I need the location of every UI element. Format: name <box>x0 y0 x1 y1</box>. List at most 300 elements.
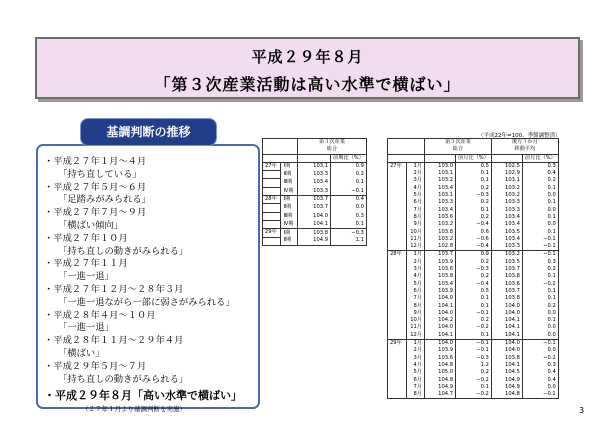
table-unit-note: （平成22年=100、季節調整済） <box>478 133 561 139</box>
row-moving-average: 102.5 <box>491 162 522 170</box>
row-change: −0.4 <box>456 221 492 228</box>
row-moving-average-change: 0.3 <box>522 362 558 369</box>
row-change: −0.3 <box>456 192 492 199</box>
row-month: 1月 <box>406 340 425 348</box>
slide-title-box <box>35 37 580 99</box>
t2-header-f: 前月比（%） <box>522 154 558 162</box>
row-change: 0.2 <box>456 369 492 376</box>
t1-header-b: 総合 <box>326 146 338 153</box>
row-index-value: 103.2 <box>425 177 456 184</box>
row-quarter: Ⅲ期 <box>281 179 298 187</box>
row-quarter: Ⅳ期 <box>281 187 298 195</box>
row-month: 5月 <box>406 281 425 288</box>
row-moving-average-change: 0.3 <box>522 259 558 266</box>
row-moving-average-change: 0.0 <box>522 332 558 340</box>
row-year <box>263 212 281 220</box>
row-quarter: Ⅰ期 <box>281 229 298 237</box>
row-year <box>388 170 407 177</box>
row-moving-average: 104.8 <box>491 391 522 399</box>
row-month: 5月 <box>406 369 425 376</box>
row-moving-average-change: 0.0 <box>522 310 558 317</box>
row-index-value: 104.0 <box>298 212 331 220</box>
row-moving-average-change: 0.1 <box>522 199 558 206</box>
row-index-value: 103.1 <box>298 162 331 170</box>
current-judgment: ・平成２９年８月「高い水準で横ばい」 <box>44 389 242 403</box>
row-moving-average-change: 0.2 <box>522 303 558 310</box>
row-month: 10月 <box>406 229 425 236</box>
row-year <box>388 214 407 221</box>
history-period: ・平成２９年５月～７月 <box>44 360 147 372</box>
history-judgment: 「一進一退ながら一部に弱さがみられる」 <box>58 296 235 308</box>
table-row <box>388 259 559 266</box>
t2-header-a: 第３次産業 <box>444 139 471 145</box>
row-change: 0.1 <box>331 179 367 187</box>
row-index-value: 103.8 <box>298 229 331 237</box>
row-year <box>263 187 281 195</box>
row-year <box>388 185 407 192</box>
table-row <box>388 185 559 192</box>
row-year: 29年 <box>263 229 281 237</box>
history-period: ・平成２７年１月～４月 <box>44 156 147 167</box>
row-moving-average: 104.9 <box>491 384 522 391</box>
row-moving-average-change: 0.0 <box>522 324 558 331</box>
row-year <box>388 199 407 206</box>
row-month: 7月 <box>406 295 425 302</box>
row-index-value: 103.6 <box>425 355 456 362</box>
row-moving-average-change: −0.1 <box>522 236 558 243</box>
row-moving-average: 104.0 <box>491 303 522 310</box>
row-quarter: Ⅳ期 <box>281 220 298 228</box>
table-row <box>388 177 559 184</box>
row-moving-average-change: 0.4 <box>522 170 558 177</box>
row-year <box>388 177 407 184</box>
row-year <box>388 266 407 273</box>
row-moving-average: 103.4 <box>491 236 522 243</box>
row-year <box>263 220 281 228</box>
row-index-value: 103.3 <box>298 187 331 195</box>
row-change: 0.2 <box>331 171 367 179</box>
row-moving-average-change: 0.0 <box>522 221 558 228</box>
row-moving-average: 103.4 <box>491 214 522 221</box>
row-year <box>388 384 407 391</box>
row-change: 0.1 <box>331 220 367 228</box>
table-row <box>263 204 367 212</box>
t1-header-c: 前期比（%） <box>331 154 367 162</box>
row-change: −0.2 <box>456 391 492 399</box>
table-row <box>263 162 367 170</box>
row-index-value: 104.8 <box>425 362 456 369</box>
row-month: 8月 <box>406 303 425 310</box>
history-judgment: 「持ち直している」 <box>58 168 142 180</box>
table-row <box>388 273 559 280</box>
table-row <box>388 324 559 331</box>
table-row <box>388 391 559 399</box>
row-moving-average-change: −0.2 <box>522 281 558 288</box>
row-index-value: 104.1 <box>298 220 331 228</box>
table-row <box>263 187 367 195</box>
row-year: 27年 <box>263 162 281 170</box>
row-month: 11月 <box>406 236 425 243</box>
row-quarter: Ⅲ期 <box>281 212 298 220</box>
history-judgment: 「横ばい」 <box>58 347 105 359</box>
row-month: 6月 <box>406 288 425 295</box>
row-index-value: 104.1 <box>425 332 456 340</box>
row-year <box>388 362 407 369</box>
row-month: 2月 <box>406 170 425 177</box>
row-moving-average: 103.4 <box>491 221 522 228</box>
table-row <box>388 221 559 228</box>
history-judgment: 「持ち直しの動きがみられる」 <box>58 373 189 385</box>
row-year <box>263 171 281 179</box>
table-row <box>388 251 559 259</box>
row-change: 1.2 <box>456 362 492 369</box>
row-index-value: 103.8 <box>425 273 456 280</box>
row-moving-average-change: 0.0 <box>522 347 558 354</box>
t2-header-b: 総合 <box>452 146 464 153</box>
history-period: ・平成２８年１１月～２９年４月 <box>44 335 184 347</box>
row-moving-average-change: 0.4 <box>522 377 558 384</box>
row-year <box>388 324 407 331</box>
row-moving-average-change: 0.0 <box>522 384 558 391</box>
table-row <box>263 237 367 245</box>
panel-footnote: （２７年１月より基調判断を実施） <box>82 405 186 413</box>
row-index-value: 103.9 <box>425 347 456 354</box>
row-year <box>388 281 407 288</box>
row-moving-average-change: −0.2 <box>522 355 558 362</box>
row-month: 9月 <box>406 221 425 228</box>
row-change: −0.3 <box>456 355 492 362</box>
row-year <box>388 288 407 295</box>
row-change: 0.1 <box>456 332 492 340</box>
row-change: 0.9 <box>331 162 367 170</box>
history-judgment: 「横ばい傾向」 <box>58 219 124 231</box>
table-row <box>263 171 367 179</box>
row-year: 28年 <box>388 251 407 259</box>
history-period: ・平成２７年７月～９月 <box>44 207 147 219</box>
row-month: 7月 <box>406 207 425 214</box>
row-moving-average: 104.0 <box>491 347 522 354</box>
row-index-value: 103.1 <box>425 192 456 199</box>
row-moving-average: 103.5 <box>491 259 522 266</box>
row-year <box>388 391 407 399</box>
slide-title-date: 平成２９年８月 <box>251 48 364 66</box>
row-year <box>388 236 407 243</box>
table-row <box>263 220 367 228</box>
row-year: 27年 <box>388 162 407 170</box>
t2-header-e: 移動平均 <box>514 146 536 153</box>
row-index-value: 103.6 <box>425 214 456 221</box>
row-moving-average: 103.8 <box>491 355 522 362</box>
row-year <box>263 237 281 245</box>
table-row <box>388 355 559 362</box>
row-change: 0.2 <box>456 214 492 221</box>
row-index-value: 103.4 <box>425 207 456 214</box>
row-change: −0.2 <box>456 324 492 331</box>
row-change: 1.1 <box>331 237 367 245</box>
t2-header-d: 後方３か月 <box>511 139 538 145</box>
row-index-value: 103.2 <box>425 236 456 243</box>
row-change: 0.1 <box>456 303 492 310</box>
row-change: 0.1 <box>456 170 492 177</box>
row-moving-average-change: 0.4 <box>522 369 558 376</box>
table-row <box>388 303 559 310</box>
row-moving-average: 103.3 <box>491 243 522 251</box>
row-change: −0.4 <box>456 281 492 288</box>
row-index-value: 103.6 <box>425 266 456 273</box>
row-quarter: Ⅱ期 <box>281 171 298 179</box>
row-month: 6月 <box>406 377 425 384</box>
row-index-value: 104.8 <box>425 377 456 384</box>
row-month: 6月 <box>406 199 425 206</box>
row-month: 3月 <box>406 355 425 362</box>
row-index-value: 104.1 <box>425 303 456 310</box>
table-row <box>263 229 367 237</box>
row-moving-average: 103.2 <box>491 251 522 259</box>
row-change: 0.3 <box>331 212 367 220</box>
row-moving-average: 103.2 <box>491 185 522 192</box>
row-change: 0.2 <box>456 259 492 266</box>
row-index-value: 103.3 <box>425 199 456 206</box>
row-index-value: 103.8 <box>425 229 456 236</box>
row-year <box>388 369 407 376</box>
row-index-value: 103.4 <box>298 179 331 187</box>
history-judgment: 「持ち直しの動きがみられる」 <box>58 245 189 257</box>
row-year <box>388 295 407 302</box>
history-period: ・平成２７年１０月 <box>44 232 128 244</box>
row-moving-average-change: −0.1 <box>522 391 558 399</box>
row-index-value: 104.0 <box>425 340 456 348</box>
judgment-history-list <box>44 156 242 403</box>
row-moving-average: 103.7 <box>491 266 522 273</box>
row-moving-average-change: −0.1 <box>522 243 558 251</box>
row-index-value: 104.0 <box>425 310 456 317</box>
row-year <box>388 221 407 228</box>
row-quarter: Ⅰ期 <box>281 162 298 170</box>
table-row <box>388 199 559 206</box>
table-row <box>388 384 559 391</box>
row-moving-average-change: 0.1 <box>522 273 558 280</box>
table-row <box>388 281 559 288</box>
row-month: 11月 <box>406 324 425 331</box>
row-moving-average-change: 0.1 <box>522 288 558 295</box>
row-month: 2月 <box>406 347 425 354</box>
row-change: 0.1 <box>456 384 492 391</box>
row-year <box>388 207 407 214</box>
row-moving-average: 104.1 <box>491 317 522 324</box>
row-index-value: 104.0 <box>425 295 456 302</box>
row-moving-average-change: 0.1 <box>522 295 558 302</box>
row-year <box>388 317 407 324</box>
row-moving-average: 104.1 <box>491 362 522 369</box>
row-index-value: 103.9 <box>425 288 456 295</box>
row-index-value: 103.4 <box>425 185 456 192</box>
row-year <box>388 229 407 236</box>
row-quarter: Ⅱ期 <box>281 237 298 245</box>
row-month: 12月 <box>406 243 425 251</box>
row-month: 4月 <box>406 362 425 369</box>
table-row <box>388 295 559 302</box>
row-index-value: 103.7 <box>298 204 331 212</box>
row-change: −0.3 <box>456 266 492 273</box>
row-year <box>388 273 407 280</box>
row-month: 10月 <box>406 317 425 324</box>
history-period: ・平成２７年１１月 <box>44 258 128 270</box>
row-moving-average: 104.1 <box>491 332 522 340</box>
table-row <box>388 243 559 251</box>
row-index-value: 104.2 <box>425 317 456 324</box>
row-index-value: 103.7 <box>425 251 456 259</box>
row-month: 9月 <box>406 310 425 317</box>
row-quarter: Ⅱ期 <box>281 204 298 212</box>
row-year <box>388 243 407 251</box>
row-index-value: 103.9 <box>425 259 456 266</box>
row-change: 0.2 <box>456 199 492 206</box>
row-change: 0.2 <box>456 317 492 324</box>
table-row <box>388 377 559 384</box>
row-change: −0.4 <box>456 243 492 251</box>
row-month: 3月 <box>406 266 425 273</box>
row-change: 0.5 <box>456 162 492 170</box>
row-moving-average: 103.3 <box>491 207 522 214</box>
row-change: −0.6 <box>456 236 492 243</box>
row-month: 2月 <box>406 259 425 266</box>
row-change: −0.1 <box>331 187 367 195</box>
row-change: −0.1 <box>456 347 492 354</box>
table-row <box>263 179 367 187</box>
row-change: 0.0 <box>331 204 367 212</box>
row-year <box>388 259 407 266</box>
judgment-history-tab: 基調判断の推移 <box>80 118 217 146</box>
row-change: 0.2 <box>456 273 492 280</box>
table-row <box>388 332 559 340</box>
table-row <box>388 229 559 236</box>
row-moving-average: 104.0 <box>491 340 522 348</box>
history-period: ・平成２８年４月～１０月 <box>44 309 156 321</box>
row-moving-average-change: 0.1 <box>522 229 558 236</box>
row-year <box>263 204 281 212</box>
row-month: 8月 <box>406 391 425 399</box>
history-judgment: 「一進一退」 <box>58 271 114 283</box>
row-year <box>263 179 281 187</box>
row-moving-average: 104.9 <box>491 377 522 384</box>
row-month: 4月 <box>406 185 425 192</box>
history-judgment: 「一進一退」 <box>58 322 114 334</box>
row-index-value: 103.7 <box>298 196 331 204</box>
row-year <box>388 303 407 310</box>
row-moving-average: 103.7 <box>491 288 522 295</box>
row-month: 7月 <box>406 384 425 391</box>
row-index-value: 103.3 <box>298 171 331 179</box>
row-moving-average-change: 0.2 <box>522 177 558 184</box>
t2-header-c: 前月比（%） <box>456 154 492 162</box>
row-change: −0.3 <box>331 229 367 237</box>
table-row <box>263 212 367 220</box>
row-month: 1月 <box>406 162 425 170</box>
row-index-value: 104.9 <box>298 237 331 245</box>
table-row <box>388 207 559 214</box>
row-index-value: 103.2 <box>425 221 456 228</box>
row-moving-average-change: −0.1 <box>522 340 558 348</box>
row-index-value: 104.0 <box>425 324 456 331</box>
history-judgment: 「足踏みがみられる」 <box>58 194 151 206</box>
row-index-value: 105.0 <box>425 369 456 376</box>
row-year: 28年 <box>263 196 281 204</box>
row-index-value: 103.1 <box>425 170 456 177</box>
row-change: 0.1 <box>456 295 492 302</box>
table-row <box>388 347 559 354</box>
slide-title-headline: 「第３次産業活動は高い水準で横ばい」 <box>154 75 461 94</box>
row-year <box>388 347 407 354</box>
row-index-value: 104.7 <box>425 391 456 399</box>
monthly-table-body <box>388 162 559 399</box>
row-change: 0.4 <box>331 196 367 204</box>
row-index-value: 103.0 <box>425 162 456 170</box>
page-number: 3 <box>579 406 585 415</box>
row-month: 12月 <box>406 332 425 340</box>
row-moving-average-change: −0.1 <box>522 251 558 259</box>
row-moving-average: 103.1 <box>491 177 522 184</box>
row-month: 4月 <box>406 273 425 280</box>
row-month: 8月 <box>406 214 425 221</box>
row-moving-average-change: 0.1 <box>522 317 558 324</box>
row-year <box>388 332 407 340</box>
row-moving-average: 103.8 <box>491 273 522 280</box>
row-moving-average-change: 0.2 <box>522 266 558 273</box>
row-change: −0.1 <box>456 310 492 317</box>
row-change: 0.2 <box>456 185 492 192</box>
row-year <box>388 310 407 317</box>
table-row <box>388 369 559 376</box>
row-index-value: 103.4 <box>425 281 456 288</box>
row-month: 5月 <box>406 192 425 199</box>
row-change: 0.9 <box>456 251 492 259</box>
row-change: 0.1 <box>456 177 492 184</box>
row-year <box>388 192 407 199</box>
history-period: ・平成２７年１２月～２８年３月 <box>44 283 184 295</box>
row-change: −0.2 <box>456 377 492 384</box>
row-index-value: 104.9 <box>425 384 456 391</box>
row-year <box>388 377 407 384</box>
row-month: 1月 <box>406 251 425 259</box>
row-moving-average: 104.0 <box>491 310 522 317</box>
row-year <box>388 355 407 362</box>
row-moving-average-change: 0.1 <box>522 214 558 221</box>
row-moving-average: 103.5 <box>491 229 522 236</box>
row-moving-average: 103.6 <box>491 281 522 288</box>
table-row <box>263 196 367 204</box>
quarterly-index-table <box>262 138 367 246</box>
row-change: 0.6 <box>456 229 492 236</box>
row-moving-average: 103.3 <box>491 199 522 206</box>
quarterly-table-body <box>263 162 367 245</box>
row-moving-average-change: 0.0 <box>522 207 558 214</box>
row-moving-average: 104.1 <box>491 324 522 331</box>
row-change: −0.1 <box>456 340 492 348</box>
row-change: 0.1 <box>456 207 492 214</box>
row-moving-average-change: 0.0 <box>522 192 558 199</box>
row-moving-average: 103.8 <box>491 295 522 302</box>
row-moving-average-change: 0.3 <box>522 162 558 170</box>
history-period: ・平成２７年５月～６月 <box>44 181 147 193</box>
row-change: 0.5 <box>456 288 492 295</box>
t1-header-a: 第３次産業 <box>318 139 345 145</box>
row-quarter: Ⅰ期 <box>281 196 298 204</box>
row-moving-average: 102.9 <box>491 170 522 177</box>
row-month: 3月 <box>406 177 425 184</box>
row-moving-average-change: 0.1 <box>522 185 558 192</box>
monthly-index-table <box>387 138 559 399</box>
row-year: 29年 <box>388 340 407 348</box>
